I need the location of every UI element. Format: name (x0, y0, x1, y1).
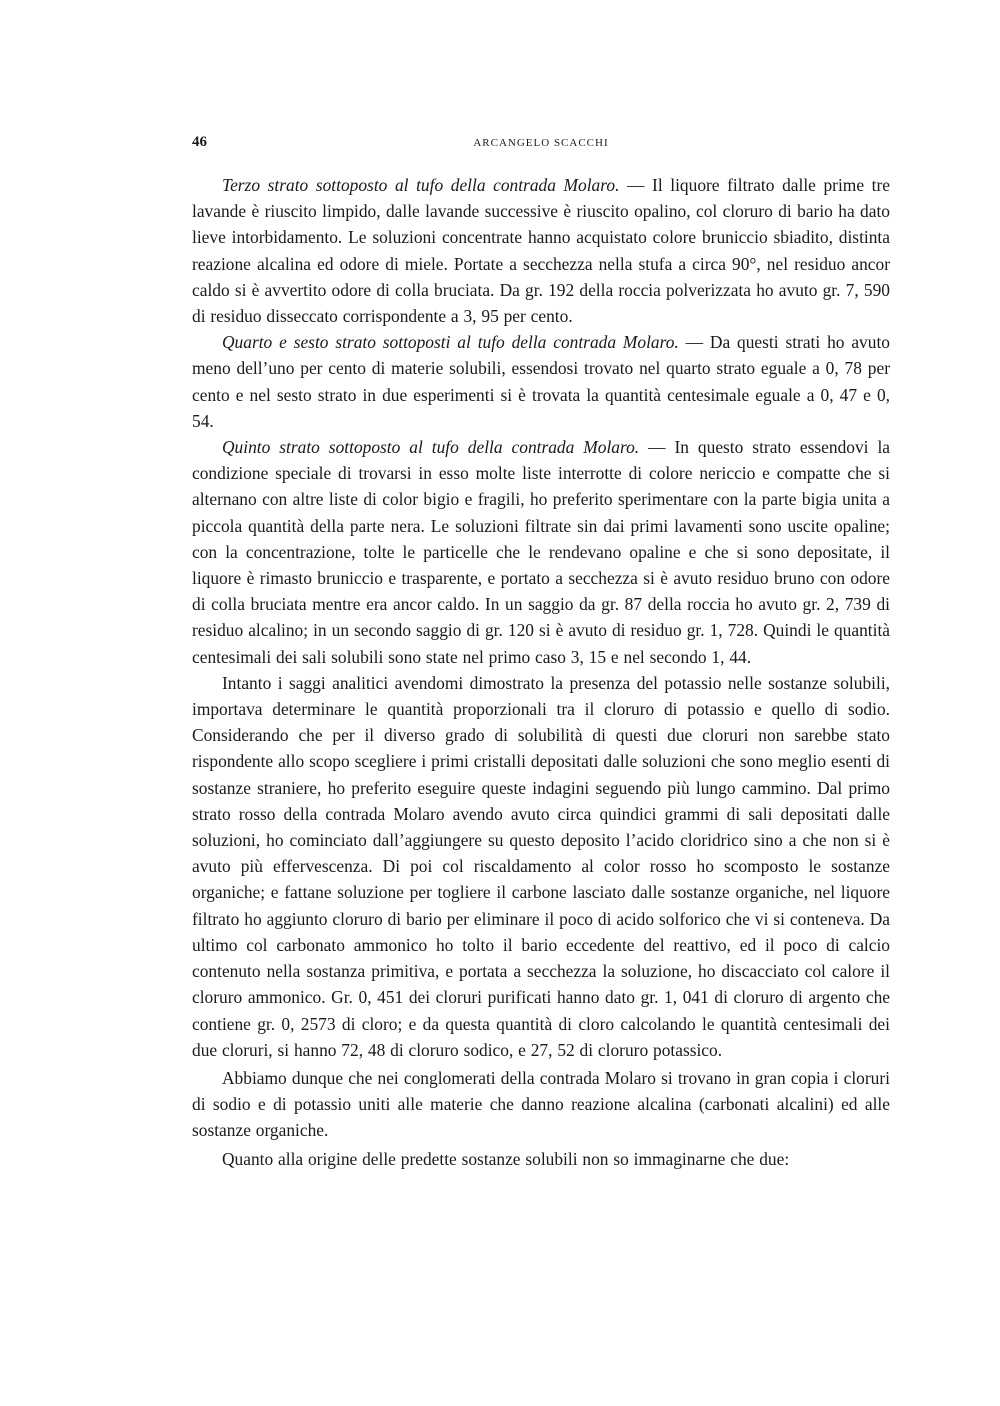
body-text (192, 172, 890, 1172)
paragraph (192, 329, 890, 434)
running-head-author: ARCANGELO SCACCHI (473, 137, 609, 149)
paragraph (192, 172, 890, 329)
paragraph (192, 670, 890, 1063)
paragraph-text: Intanto i saggi analitici avendomi dimostrato la presenza del potassio nelle sostanze solubili, importava determinare le quantità proporzionali tra il cloruro di potassio e quello di sodio. Considerando che per il diverso grado di solubilità di questi due cloruri non sarebbe stato rispondente allo scopo scegliere i primi cristalli depositati dalle soluzioni che sono meglio esenti di sostanze straniere, ho preferito eseguire queste indagini seguendo più lungo cammino. Dal primo strato rosso della contrada Molaro avendo avuto circa quindici grammi di sali depositati dalle soluzioni, ho cominciato dall’aggiungere su questo deposito l’acido cloridrico sino a che non si è avuto più effervescenza. Di poi col riscaldamento al color rosso ho scomposto le sostanze organiche; e fattane soluzione per togliere il carbone lasciato dalle sostanze organiche, nel liquore filtrato ho aggiunto cloruro di bario per eliminare il poco di acido solforico che vi si conteneva. Da ultimo col carbonato ammonico ho tolto il bario eccedente del reattivo, ed il poco di calcio contenuto nella sostanza primitiva, e portata a secchezza la soluzione, ho discacciato col calore il cloruro ammonico. Gr. 0, 451 dei cloruri purificati hanno dato gr. 1, 041 di cloruro di argento che contiene gr. 0, 2573 di cloro; e da questa quantità di cloro calcolando le quantità centesimali dei due cloruri, si hanno 72, 48 di cloruro sodico, e 27, 52 di cloruro potassico. (192, 672, 890, 1060)
paragraph-heading: Quinto strato sottoposto al tufo della contrada Molaro. (222, 437, 640, 458)
paragraph-heading: Terzo strato sottoposto al tufo della contrada Molaro. (222, 175, 620, 195)
paragraph-heading: Quarto e sesto strato sottoposti al tufo della contrada Molaro. (222, 332, 679, 353)
page-number: 46 (192, 134, 207, 150)
paragraph-text: Quanto alla origine delle predette sostanze solubili non so immaginarne che due: (222, 1148, 790, 1169)
paragraph-text: — Da questi strati ho avuto meno dell’uno per cento di materie solubili, essendosi trovato nel quarto strato eguale a 0, 78 per cento e nel sesto strato in due esperimenti si è trovata la quantità centesimale eguale a 0, 47 e 0, 54. (192, 332, 890, 431)
paragraph (192, 434, 890, 670)
paragraph (192, 1146, 890, 1172)
running-head (192, 134, 890, 154)
paragraph (192, 1065, 890, 1144)
paragraph-text: — In questo strato essendovi la condizione speciale di trovarsi in esso molte liste interrotte di colore nericcio e compatte che si alternano con altre liste di color bigio e fragili, ho preferito sperimentare con la parte bigia unita a piccola quantità della parte nera. Le soluzioni filtrate sin dai primi lavamenti sono uscite opaline; con la concentrazione, tolte le particelle che le rendevano opaline e che si sono depositate, il liquore è rimasto bruniccio e trasparente, e portato a secchezza si è avuto residuo bruno con odore di colla bruciata mentre era ancor caldo. In un saggio da gr. 87 della roccia ho avuto gr. 2, 739 di residuo alcalino; in un secondo saggio di gr. 120 si è avuto di residuo gr. 1, 728. Quindi le quantità centesimali dei sali solubili sono state nel primo caso 3, 15 e nel secondo 1, 44. (192, 437, 890, 667)
paragraph-text: — Il liquore filtrato dalle prime tre lavande è riuscito limpido, dalle lavande successive è riuscito opalino, col cloruro di bario ha dato lieve intorbidamento. Le soluzioni concentrate hanno acquistato colore bruniccio sbiadito, distinta reazione alcalina ed odore di miele. Portate a secchezza nella stufa a circa 90°, nel residuo ancor caldo si è avvertito odore di colla bruciata. Da gr. 192 della roccia polverizzata ho avuto gr. 7, 590 di residuo disseccato corrispondente a 3, 95 per cento. (192, 175, 890, 327)
paragraph-text: Abbiamo dunque che nei conglomerati della contrada Molaro si trovano in gran copia i cloruri di sodio e di potassio uniti alle materie che danno reazione alcalina (carbonati alcalini) ed alle sostanze organiche. (192, 1067, 890, 1141)
